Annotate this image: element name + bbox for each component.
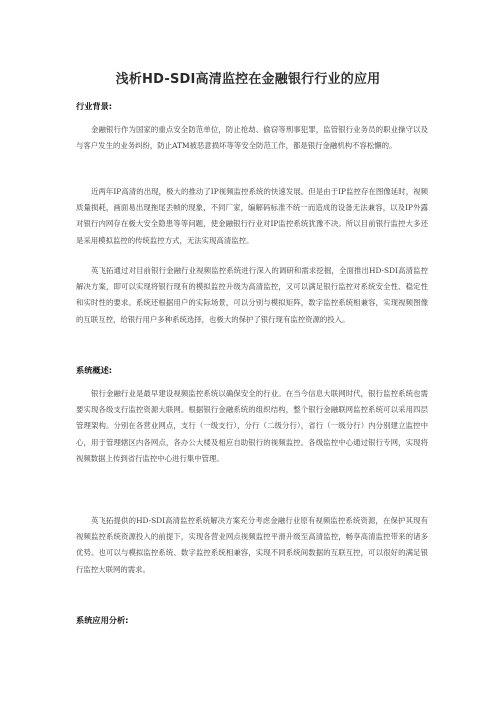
document-title: 浅析HD-SDI高清监控在金融银行行业的应用 (115, 72, 381, 87)
paragraph-overview-1: 银行金融行业是最早建设视频监控系统以确保安全的行业。在当今信息大联网时代，银行监控系统也需要实现各级支行监控资源大联网。根据银行金融系统的组织结构，整个银行金融联网监控系统可以采用四层管理架构。分别在各营业网点，支行（一级支行），分行（二级分行），省行（一级分行）内分别建立监控中心，用于管理辖区内各网点，各办公大楼及相应自助银行的视频监控。各级监控中心通过银行专网，实现将视频数据上传到省行监控中心进行集中管理。 (76, 389, 428, 463)
section-heading-analysis: 系统应用分析: (76, 615, 129, 625)
paragraph-background-1: 金融银行作为国家的重点安全防范单位，防止抢劫、偷窃等刑事犯罪，监管银行业务员的职业操守以及与客户发生的业务纠纷，防止ATM被恶意损坏等等安全防范工作，都是银行金融机构不容松懈的。 (76, 125, 428, 151)
section-heading-overview: 系统概述: (76, 365, 113, 375)
paragraph-background-3: 英飞拓通过对目前银行金融行业视频监控系统进行深入的调研和需求挖掘，全面推出HD-SDI高清监控解决方案，即可以实现将银行现有的模拟监控升级为高清监控，又可以满足银行监控对系统安全性、稳定性和实时性的要求。系统还根据用户的实际场景，可以分别与模拟矩阵，数字监控系统相兼容，实现视频图像的互联互控，给银行用户多种系统选择，也极大的保护了银行现有监控资源的投入。 (76, 266, 428, 324)
paragraph-overview-2: 英飞拓提供的HD-SDI高清监控系统解决方案充分考虑金融行业原有视频监控系统资源，在保护其现有视频监控系统资源投入的前提下，实现各营业网点视频监控平滑升级至高清监控，畅享高清监控带来的诸多优势。也可以与模拟监控系统、数字监控系统相兼容，实现不同系统间数据的互联互控，可以很好的满足银行监控大联网的需求。 (76, 516, 428, 574)
paragraph-background-2: 近两年IP高清的出现，极大的推动了IP视频监控系统的快速发展。但是由于IP监控存在图像延时，视频质量损耗，画面易出现拖尾丢帧的现象，不同厂家，编解码标准不统一而造成的设备无法兼容，以及IP外露对银行内网存在极大安全隐患等等问题，使金融银行行业对IP监控系统犹豫不决。所以目前银行监控大多还是采用模拟监控的传统监控方式，无法实现高清监控。 (76, 187, 428, 245)
section-heading-background: 行业背景: (76, 101, 113, 111)
